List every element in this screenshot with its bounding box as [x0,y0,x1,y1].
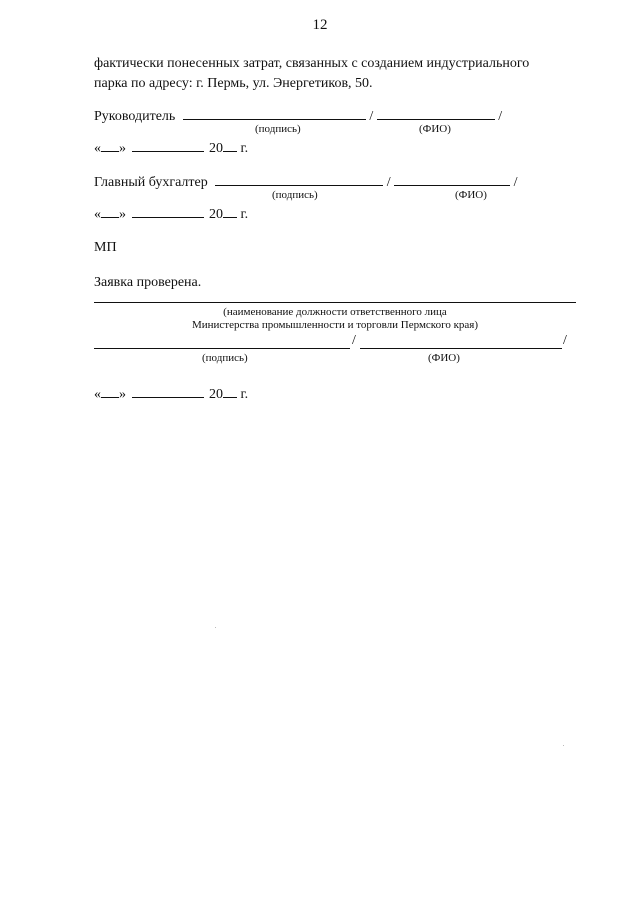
accountant-date-row [94,205,248,223]
head-end-slash: / [498,109,503,124]
stamp-label: МП [94,240,117,255]
accountant-caption-name: (ФИО) [455,189,487,201]
head-caption-name: (ФИО) [419,123,451,135]
date-year-line [223,205,237,218]
date-close-quote: » [119,387,126,402]
accountant-label: Главный бухгалтер [94,175,208,190]
head-slash: / [369,109,374,124]
verified-date-row [94,385,248,403]
page-number: 12 [312,17,328,33]
date-open-quote: « [94,207,101,222]
date-year-suffix: г. [240,387,249,402]
date-day-line [101,205,119,218]
date-year-prefix: 20 [209,207,223,222]
date-day-line [101,139,119,152]
date-year-line [223,385,237,398]
head-name-line [377,107,495,120]
head-date-row [94,139,248,157]
verified-caption-signature: (подпись) [202,352,248,364]
accountant-end-slash: / [513,175,518,190]
date-year-suffix: г. [240,141,249,156]
date-year-prefix: 20 [209,387,223,402]
verified-end-slash: / [563,333,567,348]
verified-title: Заявка проверена. [94,275,202,290]
verified-signature-line [94,348,350,349]
accountant-caption-signature: (подпись) [272,189,318,201]
accountant-name-line [394,173,510,186]
position-line [94,302,576,303]
scan-speck [215,627,216,628]
head-label: Руководитель [94,109,176,124]
date-month-line [132,139,204,152]
date-month-line [132,385,204,398]
date-open-quote: « [94,141,101,156]
date-year-line [223,139,237,152]
intro-line-1: фактически понесенных затрат, связанных с созданием индустриального [94,56,530,71]
date-day-line [101,385,119,398]
position-caption-1: (наименование должности ответственного лица [223,306,447,318]
date-year-suffix: г. [240,207,249,222]
intro-line-2: парка по адресу: г. Пермь, ул. Энергетиков, 50. [94,76,373,91]
head-signature-line [183,107,366,120]
verified-slash: / [352,333,356,348]
date-year-prefix: 20 [209,141,223,156]
scan-speck [563,745,564,746]
date-close-quote: » [119,141,126,156]
accountant-signature-line [215,173,383,186]
position-caption-2: Министерства промышленности и торговли Пермского края) [191,319,479,331]
date-month-line [132,205,204,218]
verified-caption-name: (ФИО) [428,352,460,364]
date-open-quote: « [94,387,101,402]
date-close-quote: » [119,207,126,222]
accountant-slash: / [386,175,391,190]
head-caption-signature: (подпись) [255,123,301,135]
verified-name-line [360,348,562,349]
